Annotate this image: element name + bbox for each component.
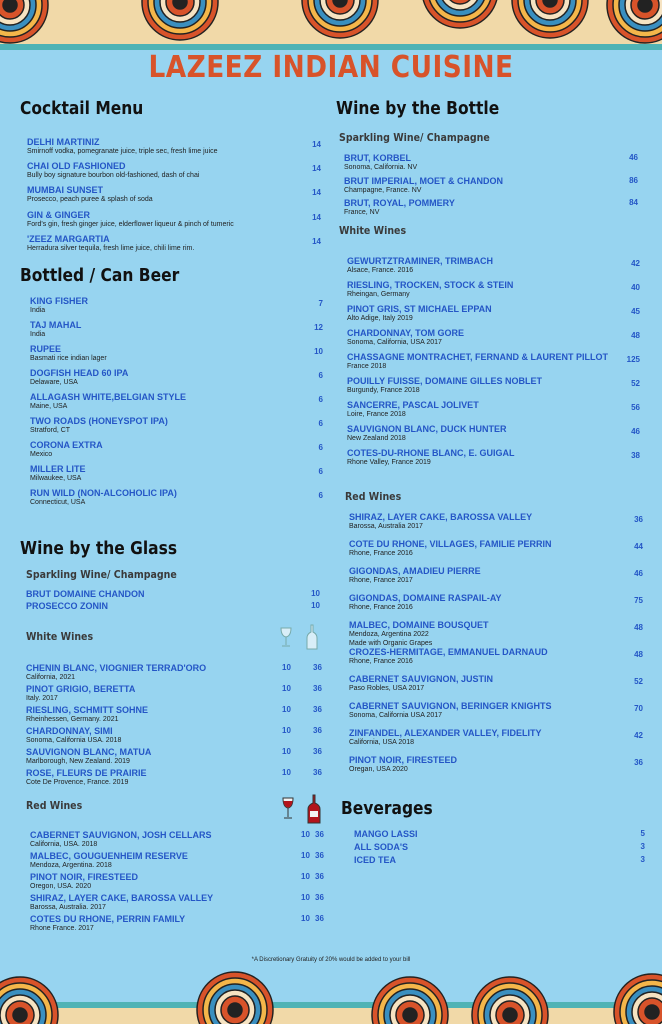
bottle-price: 36: [315, 914, 324, 923]
menu-item: [26, 589, 320, 601]
item-description: Stratford, CT: [30, 427, 71, 434]
menu-item: [30, 392, 323, 416]
item-name: COTE DU RHONE, VILLAGES, FAMILIE PERRIN: [349, 539, 552, 549]
item-description: Rhone, France 2017: [349, 577, 413, 584]
glass-price: 10: [301, 893, 310, 902]
bottle-price: 36: [315, 893, 324, 902]
item-price: 10: [311, 601, 320, 610]
item-name: PINOT GRIGIO, BERETTA: [26, 684, 136, 694]
item-description: California, USA 2018: [349, 739, 414, 746]
item-description: Loire, France 2018: [347, 411, 406, 418]
item-name: BRUT, KORBEL: [344, 153, 411, 163]
item-description: Oregan, USA 2020: [349, 766, 408, 773]
white-wine-glass-icon: [279, 626, 293, 648]
menu-item: [30, 872, 324, 893]
menu-item: [349, 566, 643, 593]
item-description: Sonoma, California USA 2017: [349, 712, 442, 719]
item-price: 3: [640, 855, 645, 864]
item-name: TAJ MAHAL: [30, 320, 82, 330]
item-price: 84: [629, 198, 638, 207]
glass-red-list: [30, 830, 324, 935]
item-price: 56: [631, 403, 640, 412]
footer-stripe: [0, 1002, 662, 1008]
menu-item: [26, 663, 324, 684]
item-description: Oregon, USA. 2020: [30, 883, 92, 890]
item-name: COTES DU RHONE, PERRIN FAMILY: [30, 914, 186, 924]
item-description: India: [30, 331, 46, 338]
glass-price: 10: [301, 851, 310, 860]
item-description: Sonoma, California, USA 2017: [347, 339, 442, 346]
beer-heading-wrap: [20, 265, 205, 286]
menu-item: [27, 185, 321, 209]
bottle-price: 36: [313, 768, 322, 777]
bottle-heading-wrap: [336, 98, 526, 119]
item-name: DOGFISH HEAD 60 IPA: [30, 368, 129, 378]
menu-item: [27, 210, 321, 234]
glass-price: 10: [301, 872, 310, 881]
glass-red-heading-wrap: [26, 799, 91, 812]
menu-item: [347, 352, 640, 376]
menu-item: [30, 320, 323, 344]
item-price: 38: [631, 451, 640, 460]
glass-price: 10: [301, 914, 310, 923]
mandala-icon: [612, 972, 662, 1024]
item-price: 6: [318, 443, 323, 452]
gratuity-note: *A Discretionary Gratuity of 20% would be added to your bill: [251, 957, 411, 963]
glass-white-heading: White Wines: [26, 630, 94, 643]
item-price: 12: [314, 323, 323, 332]
menu-item: [26, 684, 324, 705]
item-description: Barossa, Australia 2017: [349, 523, 423, 530]
item-description: Rheinhessen, Germany. 2021: [26, 716, 119, 723]
item-price: 125: [626, 355, 640, 364]
bottle-sparkling-heading: Sparkling Wine/ Champagne: [339, 131, 490, 144]
item-price: 14: [312, 188, 321, 198]
menu-item: [347, 328, 640, 352]
mandala-icon: [0, 0, 50, 45]
menu-item: [27, 137, 321, 161]
item-description: France 2018: [347, 363, 387, 370]
menu-item: [354, 829, 645, 842]
item-name: PINOT GRIS, ST MICHAEL EPPAN: [347, 304, 492, 314]
item-price: 7: [318, 299, 323, 308]
item-price: 52: [631, 379, 640, 388]
item-name: RUN WILD (NON-ALCOHOLIC IPA): [30, 488, 177, 498]
item-price: 6: [318, 419, 323, 428]
menu-item: [354, 842, 645, 855]
menu-item: [347, 304, 640, 328]
glass-sparkling-heading-wrap: [26, 568, 201, 581]
beverages-heading-wrap: [341, 798, 448, 819]
footer-band: [0, 1008, 662, 1024]
item-name: ALL SODA'S: [354, 842, 408, 852]
item-name: SHIRAZ, LAYER CAKE, BAROSSA VALLEY: [349, 512, 533, 522]
item-price: 40: [631, 283, 640, 292]
menu-item: [30, 893, 324, 914]
cocktail-heading: Cocktail Menu: [20, 98, 144, 119]
item-description: Champagne, France. NV: [344, 186, 422, 194]
item-price: 52: [634, 677, 643, 686]
menu-item: [30, 440, 323, 464]
left-column: [20, 98, 320, 119]
menu-item: [30, 488, 323, 512]
menu-item: [354, 855, 645, 868]
item-price: 14: [312, 236, 321, 246]
item-name: MALBEC, GOUGUENHEIM RESERVE: [30, 851, 188, 861]
item-description: New Zealand 2018: [347, 435, 406, 442]
item-name: PINOT NOIR, FIRESTEED: [349, 755, 458, 765]
item-price: 10: [314, 347, 323, 356]
item-name: GIN & GINGER: [27, 209, 91, 220]
item-price: 6: [318, 395, 323, 404]
item-description: Ford's gin, fresh ginger juice, elderflower liqueur & pinch of tumeric: [27, 220, 234, 228]
menu-item: [30, 296, 323, 320]
bottle-red-heading: Red Wines: [345, 490, 402, 503]
item-price: 70: [634, 704, 643, 713]
mandala-icon: [420, 0, 500, 30]
glass-price: 10: [282, 747, 291, 756]
item-name: CABERNET SAUVIGNON, JOSH CELLARS: [30, 830, 212, 840]
bottle-price: 36: [313, 726, 322, 735]
bottle-price: 36: [313, 663, 322, 672]
bottle-price: 36: [313, 684, 322, 693]
item-description: Alsace, France. 2016: [347, 267, 414, 274]
beverages-list: [354, 829, 645, 868]
item-description: Cote De Provence, France. 2019: [26, 779, 129, 786]
menu-item: [347, 400, 640, 424]
item-name: CHAI OLD FASHIONED: [27, 161, 126, 172]
mandala-icon: [370, 975, 450, 1024]
bottle-sparkling-heading-wrap: [339, 131, 514, 144]
red-wine-glass-icon: [281, 796, 295, 820]
item-price: 44: [634, 542, 643, 551]
item-description: Milwaukee, USA: [30, 475, 82, 482]
glass-price: 10: [282, 768, 291, 777]
item-name: TWO ROADS (HONEYSPOT IPA): [30, 416, 168, 426]
bottle-price: 36: [313, 747, 322, 756]
menu-item: [349, 674, 643, 701]
mandala-icon: [140, 0, 220, 42]
menu-item: [30, 464, 323, 488]
item-description: Rhone Valley, France 2019: [347, 459, 431, 466]
item-name: ALLAGASH WHITE,BELGIAN STYLE: [30, 392, 186, 402]
item-price: 36: [634, 758, 643, 767]
menu-item: [26, 768, 324, 789]
menu-item: [30, 851, 324, 872]
bottle-sparkling-list: [344, 153, 638, 221]
item-price: 6: [318, 491, 323, 500]
menu-item: [349, 647, 643, 674]
restaurant-name: LAZEEZ INDIAN CUISINE: [148, 50, 514, 85]
item-name: ROSE, FLEURS DE PRAIRIE: [26, 768, 147, 778]
beer-list: [30, 296, 323, 512]
item-description: Delaware, USA: [30, 379, 78, 386]
bottle-price: 36: [315, 851, 324, 860]
menu-item: [347, 448, 640, 472]
glass-heading-wrap: [20, 538, 203, 559]
item-price: 10: [311, 589, 320, 598]
item-description: India: [30, 307, 46, 314]
bottle-white-list: [347, 256, 640, 472]
glass-red-heading: Red Wines: [26, 799, 83, 812]
item-price: 75: [634, 596, 643, 605]
bottle-white-heading: White Wines: [339, 224, 407, 237]
item-description: Barossa, Australia. 2017: [30, 904, 106, 911]
menu-item: [349, 593, 643, 620]
item-price: 45: [631, 307, 640, 316]
item-description: Sonoma, California. NV: [344, 164, 418, 171]
bottle-white-heading-wrap: [339, 224, 417, 237]
item-price: 3: [640, 842, 645, 851]
item-description: Basmati rice indian lager: [30, 355, 107, 362]
menu-item: [27, 234, 321, 258]
item-description: Rhone France. 2017: [30, 925, 94, 932]
item-description: Bully boy signature bourbon old-fashioned, dash of chai: [27, 172, 200, 180]
item-price: 46: [634, 569, 643, 578]
menu-item: [30, 416, 323, 440]
menu-item: [349, 620, 643, 647]
menu-item: [30, 914, 324, 935]
item-description: Alto Adige, Italy 2019: [347, 315, 413, 322]
menu-item: [26, 747, 324, 768]
item-price: 42: [634, 731, 643, 740]
glass-price: 10: [282, 663, 291, 672]
item-price: 36: [634, 515, 643, 524]
item-description: Burgundy, France 2018: [347, 387, 420, 394]
item-price: 6: [318, 467, 323, 476]
item-name: MUMBAI SUNSET: [27, 185, 103, 196]
item-name: PINOT NOIR, FIRESTEED: [30, 872, 139, 882]
item-price: 5: [640, 829, 645, 838]
bottle-price: 36: [315, 830, 324, 839]
item-description: Marlborough, New Zealand. 2019: [26, 758, 130, 765]
mandala-icon: [605, 0, 662, 45]
item-price: 48: [634, 623, 643, 632]
item-name: SAUVIGNON BLANC, DUCK HUNTER: [347, 424, 507, 434]
bottle-red-list: [349, 512, 643, 782]
item-name: CABERNET SAUVIGNON, JUSTIN: [349, 674, 494, 684]
menu-item: [347, 280, 640, 304]
mandala-icon: [510, 0, 590, 40]
item-description: California, USA. 2018: [30, 841, 98, 848]
item-price: 46: [631, 427, 640, 436]
item-note: Made with Organic Grapes: [349, 640, 433, 647]
menu-item: [26, 705, 324, 726]
item-description: Smirnoff vodka, pomegranate juice, triple sec, fresh lime juice: [27, 148, 218, 155]
beverages-heading: Beverages: [341, 798, 433, 819]
item-name: POUILLY FUISSE, DOMAINE GILLES NOBLET: [347, 376, 543, 386]
menu-item: [344, 153, 638, 176]
item-name: SAUVIGNON BLANC, MATUA: [26, 747, 152, 757]
item-description: Herradura silver tequila, fresh lime juice, chili lime rim.: [27, 244, 195, 252]
item-name: CHARDONNAY, TOM GORE: [347, 328, 465, 338]
item-price: 46: [629, 153, 638, 162]
item-name: CABERNET SAUVIGNON, BERINGER KNIGHTS: [349, 701, 552, 711]
glass-price: 10: [282, 705, 291, 714]
glass-sparkling-list: [26, 589, 320, 613]
item-name: DELHI MARTINIZ: [27, 137, 100, 147]
menu-item: [347, 424, 640, 448]
item-description: Rheingan, Germany: [347, 291, 410, 298]
item-name: GIGONDAS, DOMAINE RASPAIL-AY: [349, 593, 502, 603]
glass-price: 10: [282, 684, 291, 693]
red-wine-bottle-icon: [307, 794, 321, 824]
item-description: Italy. 2017: [26, 695, 58, 702]
menu-item: [347, 376, 640, 400]
item-name: GIGONDAS, AMADIEU PIERRE: [349, 566, 481, 576]
item-name: RIESLING, SCHMITT SOHNE: [26, 705, 149, 715]
item-name: ZINFANDEL, ALEXANDER VALLEY, FIDELITY: [349, 728, 542, 738]
item-name: COTES-DU-RHONE BLANC, E. GUIGAL: [347, 448, 515, 458]
item-name: CHASSAGNE MONTRACHET, FERNAND & LAURENT PILLOT: [347, 352, 608, 362]
glass-white-list: [26, 663, 324, 789]
glass-price: 10: [282, 726, 291, 735]
item-price: 14: [312, 164, 321, 174]
item-price: 86: [629, 175, 638, 185]
item-description: Mexico: [30, 451, 53, 458]
menu-item: [30, 368, 323, 392]
menu-item: [349, 755, 643, 782]
item-description: Maine, USA: [30, 403, 68, 410]
white-wine-bottle-icon: [306, 624, 318, 650]
item-name: ICED TEA: [354, 855, 397, 865]
item-name: MALBEC, DOMAINE BOUSQUET: [349, 620, 489, 630]
beer-heading: Bottled / Can Beer: [20, 265, 180, 286]
item-description: Prosecco, peach puree & splash of soda: [27, 196, 153, 204]
item-name: BRUT, ROYAL, POMMERY: [344, 198, 455, 208]
item-name: RUPEE: [30, 344, 62, 354]
item-name: KING FISHER: [30, 296, 89, 306]
glass-heading: Wine by the Glass: [20, 538, 178, 559]
menu-item: [347, 256, 640, 280]
menu-item: [349, 512, 643, 539]
item-name: MANGO LASSI: [354, 829, 418, 839]
item-name: RIESLING, TROCKEN, STOCK & STEIN: [347, 280, 514, 290]
item-description: Mendoza, Argentina. 2018: [30, 862, 112, 869]
glass-sparkling-heading: Sparkling Wine/ Champagne: [26, 568, 177, 581]
bottle-price: 36: [315, 872, 324, 881]
item-description: Connecticut, USA: [30, 499, 86, 506]
menu-item: [349, 539, 643, 566]
glass-white-heading-wrap: [26, 630, 104, 643]
mandala-icon: [195, 970, 275, 1024]
item-name: MILLER LITE: [30, 464, 86, 474]
cocktail-list: [27, 137, 321, 258]
item-description: Rhone, France 2016: [349, 550, 413, 557]
item-description: California, 2021: [26, 674, 76, 681]
item-name: SHIRAZ, LAYER CAKE, BAROSSA VALLEY: [30, 893, 214, 903]
item-price: 42: [631, 259, 640, 268]
menu-item: [344, 198, 638, 221]
menu-item: [30, 344, 323, 368]
item-price: 14: [312, 212, 321, 222]
item-description: Mendoza, Argentina 2022: [349, 631, 429, 638]
menu-item: [349, 701, 643, 728]
item-description: Rhone, France 2016: [349, 604, 413, 611]
item-name: CHARDONNAY, SIMI: [26, 726, 113, 736]
item-description: France, NV: [344, 209, 380, 216]
menu-item: [349, 728, 643, 755]
item-description: Paso Robles, USA 2017: [349, 685, 425, 692]
item-name: CROZES-HERMITAGE, EMMANUEL DARNAUD: [349, 647, 548, 657]
item-price: 6: [318, 371, 323, 380]
item-price: 48: [631, 331, 640, 340]
mandala-icon: [470, 975, 550, 1024]
item-name: BRUT DOMAINE CHANDON: [26, 589, 145, 599]
item-name: SANCERRE, PASCAL JOLIVET: [347, 400, 479, 410]
bottle-price: 36: [313, 705, 322, 714]
mandala-icon: [300, 0, 380, 40]
item-name: BRUT IMPERIAL, MOET & CHANDON: [344, 175, 503, 186]
item-price: 48: [634, 650, 643, 659]
menu-item: [26, 601, 320, 613]
item-name: CHENIN BLANC, VIOGNIER TERRAD'ORO: [26, 663, 207, 673]
item-name: GEWURTZTRAMINER, TRIMBACH: [347, 256, 493, 266]
menu-item: [27, 161, 321, 185]
menu-item: [344, 176, 638, 199]
item-price: 14: [312, 140, 321, 149]
bottle-red-heading-wrap: [345, 490, 410, 503]
item-name: PROSECCO ZONIN: [26, 601, 109, 611]
glass-price: 10: [301, 830, 310, 839]
menu-item: [30, 830, 324, 851]
bottle-heading: Wine by the Bottle: [336, 98, 500, 119]
item-description: Rhone, France 2016: [349, 658, 413, 665]
mandala-icon: [0, 975, 60, 1024]
item-name: CORONA EXTRA: [30, 440, 103, 450]
item-name: 'ZEEZ MARGARTIA: [27, 233, 110, 244]
menu-item: [26, 726, 324, 747]
item-description: Sonoma, California USA. 2018: [26, 737, 122, 744]
